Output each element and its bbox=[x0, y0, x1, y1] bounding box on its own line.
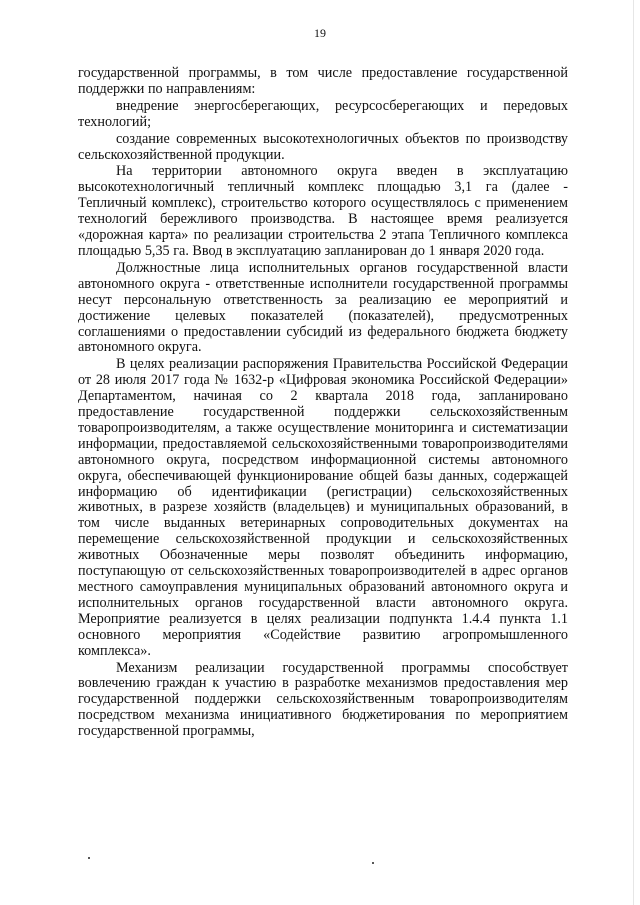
paragraph-1: государственной программы, в том числе предоставление государственной поддержки по направлениям: bbox=[78, 65, 568, 97]
paragraph-7: Механизм реализации государственной программы способствует вовлечению граждан к участию в разработке механизмов предоставления мер государственной поддержки сельскохозяйственным товаропроизводителям посредством механизма инициативного бюджетирования по мероприятием государственной программы, bbox=[78, 659, 568, 740]
scan-speck-right bbox=[372, 862, 374, 864]
paragraph-6: В целях реализации распоряжения Правительства Российской Федерации от 28 июля 2017 года № 1632-р «Цифровая экономика Российской Федерации» Департаментом, начиная со 2 квартала 2018 года, запланировано предоставление государственной поддержки сельскохозяйственным товаропроизводителям, а также осуществление мониторинга и систематизации информации, предоставляемой сельскохозяйственными товаропроизводителями автономного округа, посредством информационной системы автономного округа, обеспечивающей функционирование общей базы данных, содержащей информацию об идентификации (регистрации) сельскохозяйственных животных, в разрезе хозяйств (владельцев) и муниципальных образований, в том числе выданных ветеринарных сопроводительных документах на перемещение сельскохозяйственной продукции и сельскохозяйственных животных Обозначенные меры позволят объединить информацию, поступающую от сельскохозяйственных товаропроизводителей в адрес органов местного самоуправления муниципальных образований автономного округа и исполнительных органов государственной власти автономного округа. Мероприятие реализуется в целях реализации подпункта 1.4.4 пункта 1.1 основного мероприятия «Содействие развитию агропромышленного комплекса». bbox=[78, 356, 568, 659]
scan-speck-left bbox=[88, 857, 90, 859]
paragraph-5: Должностные лица исполнительных органов государственной власти автономного округа - ответственные исполнители государственной программы несут персональную ответственность за реализацию ее мероприятий и достижение целевых показателей (показателей), предусмотренных соглашениями о предоставлении субсидий из федерального бюджета бюджету автономного округа. bbox=[78, 259, 568, 356]
paragraph-3: создание современных высокотехнологичных объектов по производству сельскохозяйственной продукции. bbox=[78, 130, 568, 163]
page-edge-line bbox=[633, 0, 634, 905]
document-body bbox=[78, 66, 568, 741]
paragraph-2: внедрение энергосберегающих, ресурсосберегающих и передовых технологий; bbox=[78, 97, 568, 130]
paragraph-4: На территории автономного округа введен в эксплуатацию высокотехнологичный тепличный комплекс площадью 3,1 га (далее - Тепличный комплекс), строительство которого осуществлялось с применением технологий бережливого производства. В настоящее время реализуется «дорожная карта» по реализации строительства 2 этапа Тепличного комплекса площадью 5,35 га. Ввод в эксплуатацию запланирован до 1 января 2020 года. bbox=[78, 163, 568, 259]
page-number: 19 bbox=[314, 26, 326, 40]
